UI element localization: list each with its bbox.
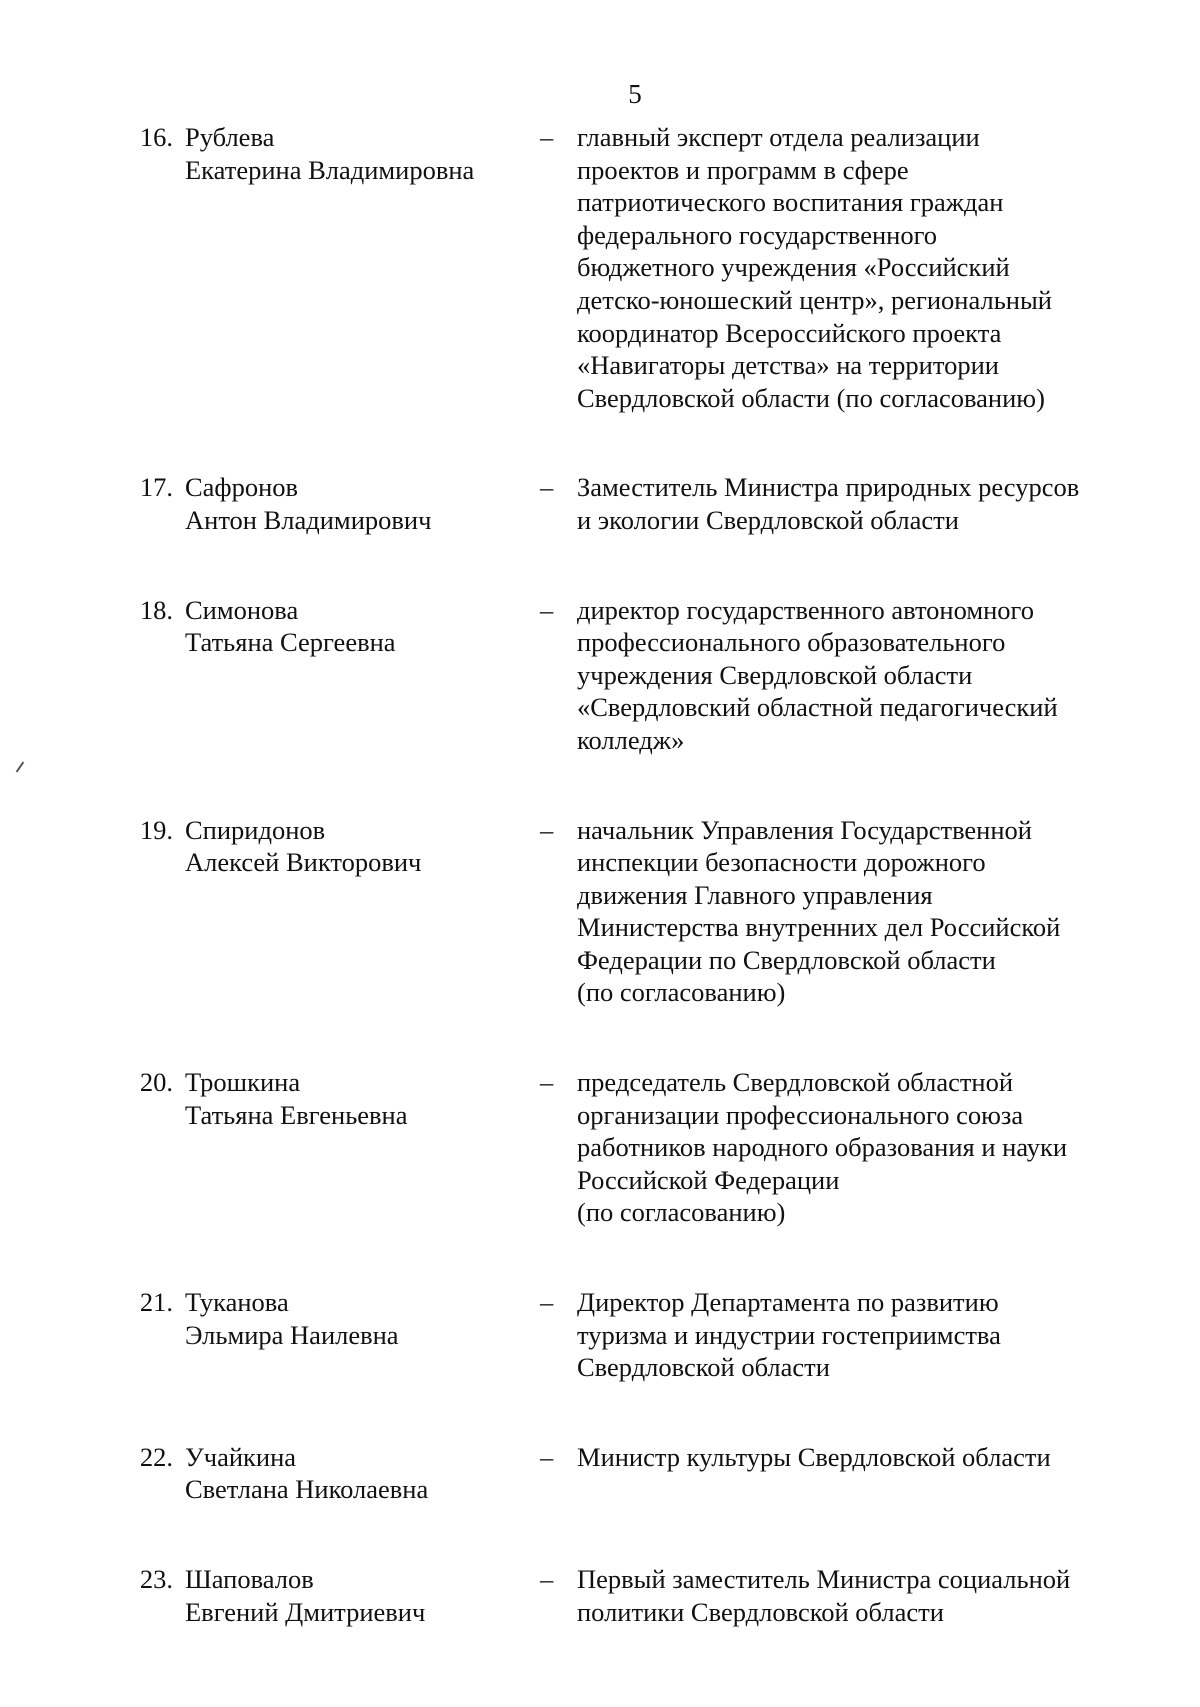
list-item [125,1563,1125,1628]
given-names: Евгений Дмитриевич [185,1596,426,1627]
list-item [125,594,1125,757]
position-line: учреждения Свердловской области [577,659,973,690]
person-name [185,594,540,757]
surname: Спиридонов [185,814,326,845]
surname: Сафронов [185,472,299,503]
position-line: Свердловской области [577,1352,830,1383]
position-line: Первый заместитель Министра социальной [577,1564,1071,1594]
position-line: начальник Управления Государственной [577,814,1032,845]
position-line: патриотического воспитания граждан [577,187,1004,218]
page-number: 5 [628,79,642,109]
item-number: 18. [139,594,173,625]
surname: Туканова [185,1287,289,1318]
position-description [577,594,1067,757]
item-number: 20. [139,1067,173,1098]
position-line: работников народного образования и науки [577,1132,1068,1163]
position-line: и экологии Свердловской области [577,504,959,535]
given-names: Антон Владимирович [185,504,432,535]
dash-separator: – [540,122,554,152]
position-description [577,121,1067,414]
position-line: (по согласованию) [577,977,786,1008]
dash-separator: – [540,814,554,845]
given-names: Татьяна Евгеньевна [185,1099,408,1130]
person-name [185,121,540,414]
surname: Рублева [185,122,275,152]
list-item [125,814,1125,1010]
member-list [125,121,1125,1628]
position-line: профессионального образовательного [577,627,1006,658]
position-line: Федерации по Свердловской области [577,944,996,975]
item-number: 23. [139,1564,173,1594]
position-line: Директор Департамента по развитию [577,1287,999,1318]
position-description [577,471,1080,536]
position-line: Министр культуры Свердловской области [577,1441,1051,1472]
list-item [125,1066,1125,1229]
position-description [577,1066,1067,1229]
position-line: Министерства внутренних дел Российской [577,912,1061,943]
dash-separator: – [540,1564,554,1594]
position-description [577,1563,1071,1628]
position-line: детско-юношеский центр», региональный [577,284,1052,315]
person-name [185,471,540,536]
position-line: директор государственного автономного [577,594,1035,625]
list-item [125,1286,1125,1384]
item-number: 22. [139,1441,173,1472]
item-number: 17. [139,472,173,503]
given-names: Алексей Викторович [185,847,422,878]
dash-separator: – [540,1287,554,1318]
dash-separator: – [540,1067,554,1098]
position-line: (по согласованию) [577,1197,786,1228]
dash-separator: – [540,472,554,503]
item-number: 19. [139,814,173,845]
position-description [577,814,1067,1010]
item-number: 21. [139,1287,173,1318]
position-line: туризма и индустрии гостеприимства [577,1319,1001,1350]
position-line: главный эксперт отдела реализации [577,122,980,152]
list-item [125,121,1125,414]
position-description [577,1286,1067,1384]
surname: Симонова [185,594,299,625]
person-name [185,1286,540,1384]
position-line: организации профессионального союза [577,1099,1024,1130]
position-line: колледж» [577,724,685,755]
list-item [125,471,1125,536]
position-line: инспекции безопасности дорожного [577,847,986,878]
position-line: председатель Свердловской областной [577,1067,1014,1098]
position-line: Заместитель Министра природных ресурсов [577,472,1080,503]
surname: Трошкина [185,1067,301,1098]
position-line: «Навигаторы детства» на территории [577,350,999,381]
position-line: проектов и программ в сфере [577,154,909,185]
dash-separator: – [540,1441,554,1472]
surname: Шаповалов [185,1564,314,1594]
person-name [185,1563,540,1628]
position-line: Российской Федерации [577,1164,840,1195]
stray-pen-mark [16,762,25,773]
position-line: «Свердловский областной педагогический [577,692,1058,723]
given-names: Татьяна Сергеевна [185,627,396,658]
surname: Учайкина [185,1441,297,1472]
given-names: Светлана Николаевна [185,1474,429,1505]
list-item [125,1441,1125,1506]
given-names: Екатерина Владимировна [185,154,475,185]
position-line: координатор Всероссийского проекта [577,317,1002,348]
person-name [185,1066,540,1229]
position-line: движения Главного управления [577,879,933,910]
position-line: политики Свердловской области [577,1596,944,1627]
person-name [185,1441,540,1506]
position-line: Свердловской области (по согласованию) [577,382,1045,413]
dash-separator: – [540,594,554,625]
person-name [185,814,540,1010]
position-line: федерального государственного [577,219,938,250]
position-line: бюджетного учреждения «Российский [577,252,1010,283]
item-number: 16. [139,122,173,152]
given-names: Эльмира Наилевна [185,1319,399,1350]
position-description [577,1441,1067,1506]
